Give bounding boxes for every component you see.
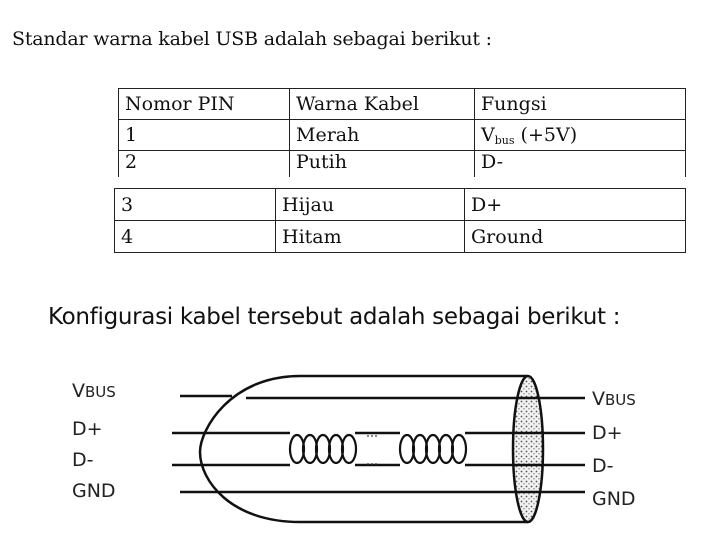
table-row	[119, 120, 686, 151]
table-header-row	[119, 89, 686, 120]
cell-color: Putih	[290, 151, 475, 178]
vbus-voltage: (+5V)	[514, 123, 578, 146]
cell-color: Hitam	[276, 221, 465, 253]
right-label-dplus: D+	[592, 422, 623, 444]
cell-function	[475, 120, 686, 151]
vbus-rest: BUS	[85, 383, 116, 401]
table-row	[115, 221, 686, 253]
cell-function: Ground	[465, 221, 686, 253]
vbus-prefix: V	[72, 380, 85, 402]
header-function: Fungsi	[475, 89, 686, 120]
twisted-pair-coil-right	[400, 435, 466, 463]
left-label-gnd: GND	[72, 480, 116, 502]
header-color: Warna Kabel	[290, 89, 475, 120]
vbus-prefix: V	[592, 388, 605, 410]
configuration-text: Konfigurasi kabel tersebut adalah sebagai berikut :	[48, 304, 621, 330]
cell-function: D-	[475, 151, 686, 178]
intro-text: Standar warna kabel USB adalah sebagai berikut :	[12, 28, 492, 50]
left-label-dplus: D+	[72, 418, 103, 440]
twisted-pair-coil-left	[290, 435, 356, 463]
usb-color-table-bottom	[114, 188, 686, 253]
usb-color-table-top	[118, 88, 686, 177]
vbus-subscript: bus	[494, 133, 515, 147]
cell-pin: 1	[119, 120, 290, 151]
cell-pin: 2	[119, 151, 290, 178]
cell-color: Hijau	[276, 189, 465, 221]
left-label-vbus	[72, 382, 116, 401]
table-row	[115, 189, 686, 221]
cell-function: D+	[465, 189, 686, 221]
left-label-dminus: D-	[72, 449, 94, 471]
continuation-dots	[367, 435, 377, 465]
table-row	[119, 151, 686, 178]
right-label-vbus	[592, 390, 636, 409]
vbus-rest: BUS	[605, 391, 636, 409]
header-pin: Nomor PIN	[119, 89, 290, 120]
cell-pin: 3	[115, 189, 276, 221]
cell-pin: 4	[115, 221, 276, 253]
right-label-dminus: D-	[592, 455, 614, 477]
vbus-v: V	[481, 123, 495, 146]
cell-color: Merah	[290, 120, 475, 151]
right-label-gnd: GND	[592, 488, 636, 510]
